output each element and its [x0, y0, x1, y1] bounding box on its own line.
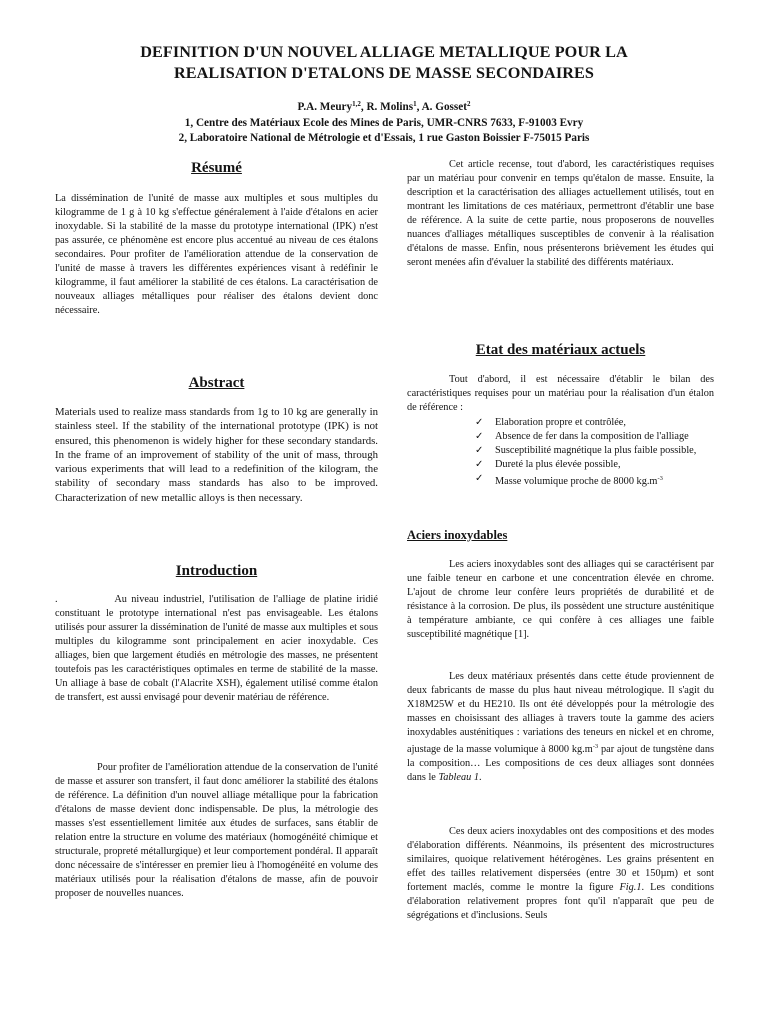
aciers-paragraph-1: Les aciers inoxydables sont des alliages qui se caractérisent par une faible teneur en carbone et une concentration élevée en chrome. L'ajout de chrome leur confère leurs propriétés de durabilité et de résistance à la corrosion. De plus, ils possèdent une structure austénitique à température ambiante, ce qui confère à ces alliages une faible susceptibilité magnétique [1].: [407, 559, 714, 641]
paper-title: [40, 42, 728, 84]
author-2: R. Molins: [366, 101, 414, 113]
author-block: [40, 97, 728, 147]
intro-continued: Cet article recense, tout d'abord, les caractéristiques requises par un matériau pour convenir en temps qu'étalon de masse. Ensuite, la description et la caractérisation des alliages actuellement utilisés, tout en montrant les limitations de ces matériaux, permettront d'établir une base de référence. A la suite de cette partie, nous proposerons de nouvelles nuances d'alliages métalliques susceptibles de convenir à la réalisation d'étalons de masse. Enfin, nous présenterons brièvement les études qui seront menées afin d'évaluer la stabilité des différents matériaux.: [407, 159, 714, 269]
etat-heading: Etat des matériaux actuels: [475, 342, 646, 358]
resume-text: La dissémination de l'unité de masse aux multiples et sous multiples du kilogramme de 1 g à 10 kg s'effectue généralement à l'aide d'étalons en acier inoxydable. Si la stabilité de la masse du prototype international (IPK) n'est pas assurée, ce phénomène est encore plus accentué au niveau de ces étalons secondaires. Pour profiter de l'amélioration attendue de la conservation de l'unité de masse à travers les différentes expériences visant à redéfinir le kilogramme, il faut améliorer la stabilité de ces étalons. La caractérisation de nouveaux alliages métalliques pour réaliser des étalons devient donc nécessaire.: [55, 193, 378, 317]
check-icon: ✓: [475, 459, 484, 471]
author-2-affil: 1: [413, 100, 417, 108]
check-icon: ✓: [475, 445, 484, 457]
resume-heading: Résumé: [191, 160, 242, 176]
title-line-2: REALISATION D'ETALONS DE MASSE SECONDAIRES: [173, 64, 595, 82]
author-1: P.A. Meury: [297, 101, 353, 113]
author-3-affil: 2: [466, 100, 471, 108]
title-line-1: DEFINITION D'UN NOUVEL ALLIAGE METALLIQUE POUR LA: [140, 43, 628, 61]
check-icon: ✓: [475, 431, 484, 443]
introduction-heading: Introduction: [175, 563, 258, 579]
requirement-item: ✓ Dureté la plus élevée possible,: [471, 458, 714, 472]
abstract-text: Materials used to realize mass standards from 1g to 10 kg are generally in stainless steel. If the stability of the international prototype (IPK) is not ensured, this phenomenon is widely higher for these secondary standards. In the frame of an improvement of stability of the unit of mass, through various experiments that will lead to a redefinition of the kilogram, the stability of secondary mass standards has also to be improved. Characterization of new metallic alloys is then necessary.: [55, 406, 378, 504]
affiliation-1: 1, Centre des Matériaux Ecole des Mines de Paris, UMR-CNRS 7633, F-91003 Evry: [184, 116, 584, 129]
table-reference: Tableau 1: [438, 772, 479, 784]
requirement-item: ✓ Elaboration propre et contrôlée,: [471, 416, 714, 430]
requirement-item: ✓ Masse volumique proche de 8000 $kg.m^{-3}$: [475, 473, 663, 488]
author-3: A. Gosset: [421, 101, 467, 113]
etat-text: Tout d'abord, il est nécessaire d'établir le bilan des caractéristiques requises pour un matériau pour la réalisation d'un étalon de référence :: [407, 374, 714, 414]
aciers-heading: Aciers inoxydables: [407, 528, 508, 542]
affiliation-2: 2, Laboratoire National de Métrologie et d'Essais, 1 rue Gaston Boissier F-75015 Paris: [178, 132, 590, 144]
intro-paragraph-2: Pour profiter de l'amélioration attendue de la conservation de l'unité de masse et assurer son transfert, il faut donc améliorer la stabilité des étalons de référence. La définition d'un nouvel alliage métallique pour la fabrication d'étalons de masse devient donc indispensable. De plus, la métrologie des masses s'est essentiellement limitée aux études de surfaces, sans établir de relation entre la structure en volume des matériaux (homogénéité chimique et structurale, propreté métallurgique) et leur comportement pondéral. Il apparaît donc nécessaire de s'intéresser en premier lieu à l'homogénéité en volume des matériaux utilisés pour la réalisation d'étalons de masse, afin de pouvoir proposer de nouvelles nuances.: [55, 762, 378, 900]
figure-reference: Fig.1: [619, 882, 642, 894]
check-icon: ✓: [475, 417, 484, 428]
abstract-heading: Abstract: [188, 375, 245, 391]
aciers-paragraph-3: Ces deux aciers inoxydables ont des compositions et des modes d'élaboration différents. Néanmoins, ils présentent des microstructures similaires, quoique relativement hétérogènes. Les grains présentent en effet des tailles relativement dispersées (entre 30 et 150µm) et sont fortement maclés, comme le montre la figure Fig.1. Les conditions d'élaboration relativement propres font qu'il n'apparaît que peu de ségrégations et d'inclusions. Seuls: [407, 826, 714, 922]
aciers-paragraph-2: Les deux matériaux présentés dans cette étude proviennent de deux fabricants de masse du plus haut niveau métrologique. Il s'agit du X18M25W et du HE210. Ils ont été développés pour la métrologie des masses en choisissant des alliages à travers toute la gamme des aciers inoxydables austénitiques : variations des teneurs en nickel et en chrome, ajustage de la masse volumique à 8000 $kg.m^{-3}$ par ajout de tungstène dans la composition… Les compositions de ces deux alliages sont données dans le Tableau 1.: [407, 671, 714, 784]
requirement-item: ✓ Absence de fer dans la composition de l'alliage: [471, 430, 714, 444]
check-icon: ✓: [475, 473, 484, 485]
requirement-exponent: -3: [657, 475, 663, 483]
author-list: P.A. Meury$^{1,2}$, R. Molins$^1$, A. Gosset$^2$: [297, 100, 471, 113]
author-1-affil: 1,2: [352, 100, 361, 108]
requirement-item: ✓ Susceptibilité magnétique la plus faible possible,: [471, 444, 714, 458]
requirements-list: [471, 416, 714, 489]
intro-paragraph-1: . Au niveau industriel, l'utilisation de l'alliage de platine iridié constituant le prototype international n'est pas envisageable. Les étalons utilisés pour assurer la dissémination de l'unité de masse aux multiples et sous multiples du kilogramme sont principalement en acier inoxydable. Ces alliages, bien que largement étudiés en métrologie des masses, ne présentent toutefois pas les caractéristiques optimales en terme de stabilité de la masse. Un alliage à base de cobalt (l'Alacrite XSH), également utilisé comme étalon de transfert, est aussi envisagé pour devenir matériau de référence.: [55, 594, 378, 704]
